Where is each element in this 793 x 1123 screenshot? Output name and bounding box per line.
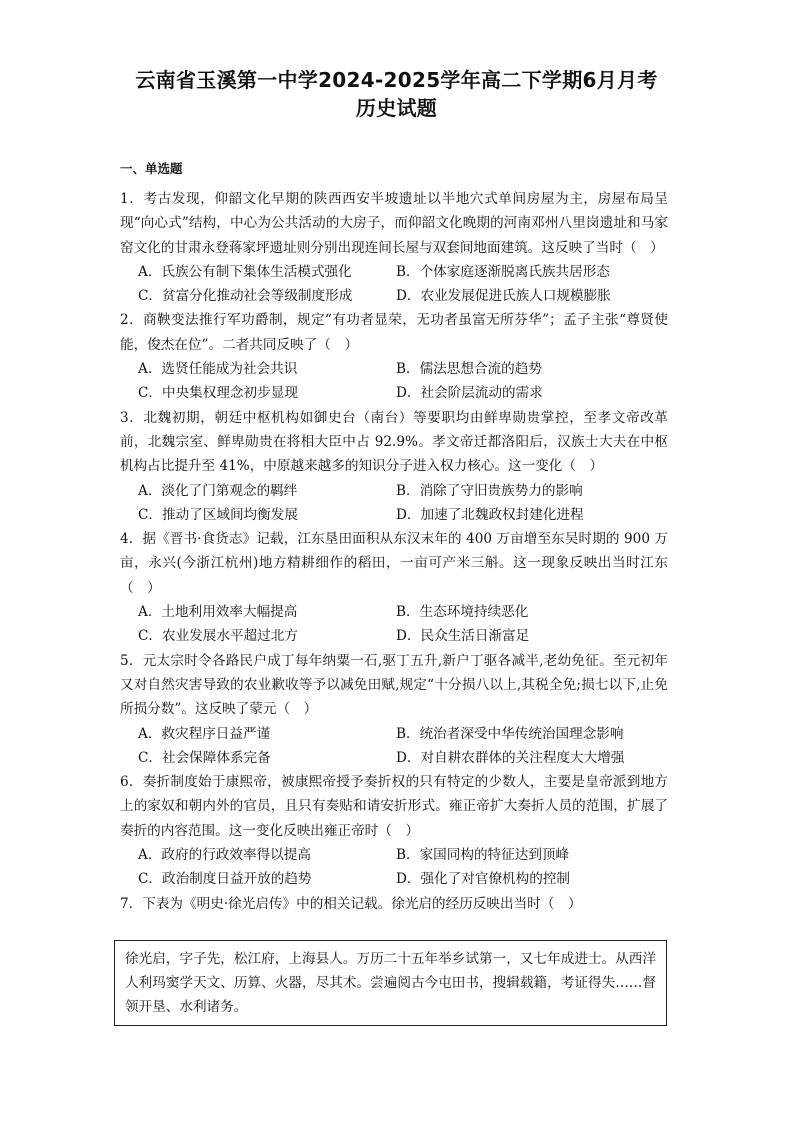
exam-subtitle: 历史试题 (355, 96, 438, 120)
question-5 (120, 649, 668, 770)
option-c: C．农业发展水平超过北方 (138, 628, 298, 645)
option-b: B．家国同构的特征达到顶峰 (396, 847, 570, 864)
option-group (120, 479, 668, 528)
option-b: B．统治者深受中华传统治国理念影响 (396, 725, 624, 742)
question-stem: 3．北魏初期，朝廷中枢机构如御史台（南台）等要职均由鲜卑勋贵掌控，至孝文帝改革前，北魏宗室、鲜卑勋贵在将相大臣中占 92.9%。孝文帝迁都洛阳后，汉族士大夫在中枢机构占比提升至 41%，中原越来越多的知识分子进入权力核心。这一变化（ ） (120, 409, 668, 475)
question-stem: 5．元太宗时令各路民户成丁每年纳粟一石,驱丁五升,新户丁驱各减半,老幼免征。至元初年又对自然灾害导致的农业歉收等予以减免田赋,规定“十分损八以上,其税全免;损七以下,止免所损分数”。这反映了蒙元（ ） (120, 652, 668, 718)
option-a: A．救灾程序日益严谨 (138, 725, 271, 742)
question-stem: 6．奏折制度始于康熙帝，被康熙帝授予奏折权的只有特定的少数人，主要是皇帝派到地方上的家奴和朝内外的官员，且只有奏贴和请安折形式。雍正帝扩大奏折人员的范围，扩展了奏折的内容范围。这一变化反映出雍正帝时（ ） (120, 774, 668, 839)
option-c: C．推动了区域间均衡发展 (138, 506, 298, 523)
option-d: D．加速了北魏政权封建化进程 (396, 506, 584, 523)
option-d: D．对自耕农群体的关注程度大大增强 (396, 749, 625, 766)
question-list (120, 187, 668, 916)
option-d: D．农业发展促进氏族人口规模膨胀 (396, 288, 611, 305)
option-c: C．中央集权理念初步显现 (138, 385, 298, 402)
option-group (120, 722, 668, 771)
option-group (120, 357, 668, 406)
question-4 (120, 527, 668, 648)
option-b: B．个体家庭逐渐脱离氏族共居形态 (396, 263, 610, 280)
question-6 (120, 770, 668, 891)
question-2 (120, 308, 668, 405)
exam-title: 云南省玉溪第一中学2024-2025学年高二下学期6月月考 (135, 68, 658, 92)
option-c: C．社会保障体系完备 (138, 749, 271, 766)
option-c: C．政治制度日益开放的趋势 (138, 871, 312, 888)
question-3 (120, 406, 668, 527)
option-group (120, 600, 668, 649)
question-stem: 2．商鞅变法推行军功爵制，规定“有功者显荣，无功者虽富无所芬华”；孟子主张“尊贤使能，俊杰在位”。二者共同反映了（ ） (120, 312, 668, 353)
option-a: A．选贤任能成为社会共识 (138, 361, 298, 378)
question-stem: 1．考古发现，仰韶文化早期的陕西西安半坡遗址以半地穴式单间房屋为主，房屋布局呈现“向心式”结构，中心为公共活动的大房子，而仰韶文化晚期的河南邓州八里岗遗址和马家窑文化的甘肃永登蒋家坪遗址则分别出现连间长屋与双套间地面建筑。这反映了当时（ ） (120, 191, 668, 256)
question-1 (120, 187, 668, 308)
option-c: C．贫富分化推动社会等级制度形成 (138, 288, 353, 305)
question-stem: 7．下表为《明史·徐光启传》中的相关记载。徐光启的经历反映出当时（ ） (120, 895, 582, 912)
option-group (120, 843, 668, 892)
option-b: B．生态环境持续恶化 (396, 604, 529, 621)
option-d: D．社会阶层流动的需求 (396, 385, 543, 402)
section-heading: 一、单选题 (120, 161, 183, 176)
source-quote-table: 徐光启，字子先，松江府，上海县人。万历二十五年举乡试第一，又七年成进士。从西洋人利玛窦学天文、历算、火器，尽其术。尝遍阅古今屯田书，搜辑载籍，考证得失……督领开垦、水利诸务。 (114, 940, 667, 1026)
option-a: A．土地利用效率大幅提高 (138, 604, 298, 621)
option-b: B．消除了守旧贵族势力的影响 (396, 482, 583, 499)
option-a: A．氏族公有制下集体生活模式强化 (138, 263, 352, 280)
option-a: A．淡化了门第观念的羁绊 (138, 482, 298, 499)
option-d: D．强化了对官僚机构的控制 (396, 871, 571, 888)
question-7 (120, 892, 668, 916)
option-d: D．民众生活日渐富足 (396, 628, 530, 645)
option-a: A．政府的行政效率得以提高 (138, 847, 311, 864)
option-b: B．儒法思想合流的趋势 (396, 361, 542, 378)
question-stem: 4．据《晋书·食货志》记载，江东垦田面积从东汉末年的 400 万亩增至东吴时期的 900 万亩，永兴(今浙江杭州)地方精耕细作的稻田，一亩可产米三斛。这一现象反映出当时江东（ ） (120, 531, 668, 596)
option-group (120, 260, 668, 309)
